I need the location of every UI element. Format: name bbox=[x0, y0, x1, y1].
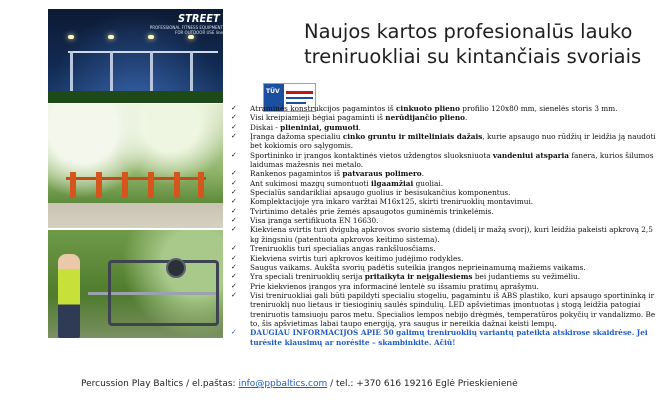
feature-item: ✓ Yra speciali treniruoklių serija pritaikyta ir neįgaliesiems bei judantiems su vežimėliu. bbox=[231, 272, 581, 282]
contact-footer: Percussion Play Baltics / el.paštas: info@ppbaltics.com / tel.: +370 616 19216 Eglė Prieskienienė bbox=[81, 379, 518, 389]
checkmark-icon: ✓ bbox=[231, 150, 237, 159]
feature-item: ✓ Treniruoklis turi specialias angas rankšluosčiams. bbox=[231, 244, 436, 254]
feature-item: ✓ Visa įranga sertifikuota EN 16630. bbox=[231, 216, 379, 226]
page-title bbox=[304, 19, 664, 69]
checkmark-icon: ✓ bbox=[231, 206, 237, 215]
feature-item: ✓ Ant sukimosi mazgų sumontuoti ilgaamžiai guoliai. bbox=[231, 178, 444, 188]
checkmark-icon: ✓ bbox=[231, 244, 237, 253]
outdoor-gym-park-photo bbox=[48, 104, 223, 228]
feature-item: ✓ Visi treniruokliai gali būti papildyti specialiu stogeliu, pagamintu iš ABS plastiko, kuri apsaugo sportininką ir treniruoklį nuo lietaus ir tiesioginių saulės spindulių. LED apšvietimas įmontuotas į stogą leidžia patogiai treniruotis tamsiuoju paros metu. Specialios lempos nebijo drėgmės, temperatūros pokyčių ir vandalizmo. Be to, šis apšvietimas labai taupo energiją, yra saugus ir nereikia dažnai keisti lempų. bbox=[231, 290, 656, 328]
feature-item: ✓ Specialūs sandarikliai apsaugo guolius ir besisukančius komponentus. bbox=[231, 188, 511, 198]
feature-item: ✓ Tvirtinimo detalės prie žemės apsaugotos guminėmis trinkelėmis. bbox=[231, 206, 494, 216]
brand-logo: STREET BARBELL bbox=[178, 12, 273, 25]
feature-item: ✓ Prie kiekvienos įrangos yra informacinė lentelė su išsamiu pratimų aprašymu. bbox=[231, 281, 539, 291]
checkmark-icon: ✓ bbox=[231, 262, 237, 271]
checkmark-icon: ✓ bbox=[231, 132, 237, 141]
title-line-1: Naujos kartos profesionalūs lauko bbox=[304, 20, 633, 43]
checkmark-icon: ✓ bbox=[231, 253, 237, 262]
feature-item: ✓ Komplektacijoje yra inkaro varžtai M16x125, skirti treniruoklių montavimui. bbox=[231, 197, 534, 207]
feature-item: ✓ Rankenos pagamintos iš patvaraus polimero. bbox=[231, 169, 425, 179]
feature-item: ✓ Saugus vaikams. Aukšta svorių padėtis suteikia įrangos neprieinamumą mažiems vaikams. bbox=[231, 262, 586, 272]
checkmark-icon: ✓ bbox=[231, 104, 237, 112]
more-info-notice: ✓ DAUGIAU INFORMACIJOS APIE 50 galimų treniruoklių variantų pateikta atskirose skaidrėse. Jei turėsite klausimų ar norėsite – skambinkite. Ačiū! bbox=[231, 328, 648, 347]
feature-item: ✓ Įranga dažoma specialiu cinko gruntu ir milteliniais dažais, kurie apsaugo nuo rūdžių ir leidžia ją naudoti bet kokiomis oro sąlygomis. bbox=[231, 132, 656, 151]
checkmark-icon: ✓ bbox=[231, 272, 237, 281]
feature-item: ✓ Kiekviena svirtis turi dvigubą apkrovos svorio sistemą (didelį ir mažą svorį), kuri leidžia pakeisti apkrovą 2,5 kg žingsniu (patentuota apkrovos keitimo sistema). bbox=[231, 225, 653, 244]
checkmark-icon: ✓ bbox=[231, 113, 237, 122]
checkmark-icon: ✓ bbox=[231, 188, 237, 197]
brand-tagline: PROFESSIONAL FITNESS EQUIPMENT FOR OUTDOOR USE line bbox=[149, 25, 223, 35]
checkmark-icon: ✓ bbox=[231, 178, 237, 187]
feature-item: ✓ Kiekviena svirtis turi apkrovos keitimo judėjimo rodykles. bbox=[231, 253, 464, 263]
checkmark-icon: ✓ bbox=[231, 225, 237, 234]
feature-list bbox=[228, 104, 664, 347]
title-line-2: treniruokliai su kintančiais svoriais bbox=[304, 45, 642, 68]
tuv-certification-logo: TÜV bbox=[263, 83, 316, 112]
checkmark-icon: ✓ bbox=[231, 328, 237, 337]
checkmark-icon: ✓ bbox=[231, 122, 237, 131]
checkmark-icon: ✓ bbox=[231, 290, 237, 299]
email-link[interactable]: info@ppbaltics.com bbox=[238, 379, 328, 389]
feature-item: ✓ Visi kreipiamieji bėgiai pagaminti iš nerūdijančio plieno. bbox=[231, 113, 468, 123]
checkmark-icon: ✓ bbox=[231, 169, 237, 178]
checkmark-icon: ✓ bbox=[231, 281, 237, 290]
checkmark-icon: ✓ bbox=[231, 197, 237, 206]
feature-item: ✓ Sportininko ir įrangos kontaktinės vietos uždengtos sluoksniuota vandeniui atsparia fanera, kurios šilumos laidumas mažesnis nei metalo. bbox=[231, 150, 654, 170]
checkmark-icon: ✓ bbox=[231, 216, 237, 225]
feature-item: ✓ Atraminės konstrukcijos pagamintos iš cinkuoto plieno profilio 120x80 mm, sienelės storis 3 mm. bbox=[231, 104, 618, 113]
outdoor-gym-user-photo bbox=[48, 230, 223, 338]
feature-item: ✓ Diskai - plieniniai, gumuoti. bbox=[231, 122, 361, 132]
